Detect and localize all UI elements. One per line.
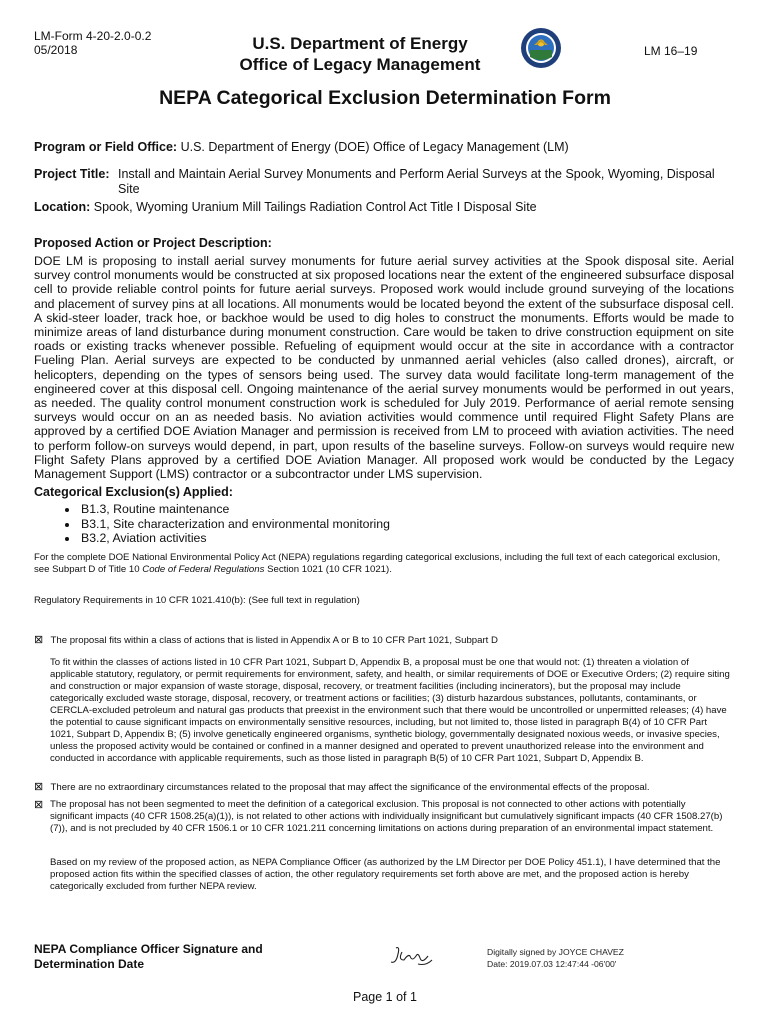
office-name: Office of Legacy Management [239, 55, 481, 74]
checked-box-icon: ⊠ [34, 781, 44, 793]
exclusion-item: • B1.3, Routine maintenance [79, 502, 390, 517]
checked-box-icon: ⊠ [34, 799, 44, 811]
check-1-detail: To fit within the classes of actions listed in 10 CFR Part 1021, Subpart D, Appendix B, a proposal must be one that would not: (1) threaten a violation of applicable statutory, regulatory, or permit requirements for environment, safety, and health, or similar requirements of DOE or Executive Orders; (2) require siting and construction or major expansion of waste storage, disposal, recovery, or treatment facilities (including incinerators), but the proposal may include categorically excluded waste storage, disposal, recovery, or treatment actions or facilities; (3) disturb hazardous substances, pollutants, contaminants, or CERCLA-excluded petroleum and natural gas products that preexist in the environment such that there would be uncontrolled or unpermitted releases; (4) have the potential to cause significant impacts on environmentally sensitive resources, including, but not limited to, those listed in paragraph B(4) of 10 CFR Part 1021, Subpart D, Appendix B; (5) involve genetically engineered organisms, synthetic biology, governmentally designated noxious weeds, or invasive species, unless the proposed activity would be contained or confined in a manner designed and operated to prevent unauthorized release into the environment and conducted in accordance with applicable requirements, such as those listed in paragraph B(5) of 10 CFR Part 1021, Subpart D, Appendix B. [50, 657, 730, 764]
check-text-1: The proposal fits within a class of actions that is listed in Appendix A or B to 10 CFR Part 1021, Subpart D [50, 635, 498, 646]
location-value: Spook, Wyoming Uranium Mill Tailings Radiation Control Act Title I Disposal Site [93, 200, 537, 214]
department-heading [210, 33, 510, 75]
doe-seal-logo [520, 27, 562, 69]
location-label: Location: [34, 200, 91, 214]
checked-box-icon: ⊠ [34, 634, 44, 646]
form-title: NEPA Categorical Exclusion Determination Form [159, 87, 611, 109]
check-row-3-box [34, 799, 50, 812]
cfr-note-italic: Code of Federal Regulations [142, 564, 265, 575]
determination-statement: Based on my review of the proposed action, as NEPA Compliance Officer (as authorized by the LM Director per DOE Policy 451.1), I have determined that the proposed action fits within the specified classes of action, the other regulatory requirements set forth above are met, and the proposed action is hereby categorically excluded from further NEPA review. [50, 857, 721, 892]
digital-signed-by: Digitally signed by JOYCE CHAVEZ [487, 947, 624, 957]
description-heading: Proposed Action or Project Description: [34, 236, 272, 250]
form-date: 05/2018 [34, 43, 78, 57]
exclusion-item: • B3.2, Aviation activities [79, 531, 390, 546]
check-row-2 [34, 781, 734, 794]
regulatory-requirements: Regulatory Requirements in 10 CFR 1021.410(b): (See full text in regulation) [34, 595, 360, 606]
form-id: LM-Form 4-20-2.0-0.2 [34, 29, 152, 43]
project-title-row [34, 167, 109, 182]
check-row-1 [34, 634, 498, 647]
project-title-line1: Install and Maintain Aerial Survey Monuments and Perform Aerial Surveys at the Spook, Wyoming, Disposal [118, 167, 715, 181]
description-text: DOE LM is proposing to install aerial survey monuments for future aerial survey activities at the Spook disposal site. Aerial survey control monuments would be constructed at six proposed locations near the extent of the engineered subsurface disposal cell to provide reliable control points for future aerial surveys. Proposed work would include ground surveying of the locations and placement of survey pins at all locations. All monuments would be located beyond the extent of the subsurface disposal cell. A skid-steer loader, track hoe, or backhoe would be used to dig holes to construct the monuments. Efforts would be made to minimize areas of land disturbance during monument construction. Care would be taken to drive construction equipment on site roads or existing tracks whenever possible. Refueling of equipment would occur at the site in accordance with a contractor Fueling Plan. Aerial surveys are expected to be conducted by unmanned aerial vehicles (also called drones), aircraft, or helicopters, depending on the types of sensors being used. The survey data would facilitate long-term management of the engineered cover at this disposal cell. Ongoing maintenance of the aerial survey monuments would be performed in out years, as needed. The quality control monument construction work is scheduled for July 2019. Performance of aerial remote sensing surveys would occur on an as needed basis. No aviation activities would commence until required Flight Safety Plans are approved by a certified DOE Aviation Manager and permission is received from LM to proceed with aviation activities. The need to perform follow-on surveys would depend, in part, upon results of the baseline surveys. Follow-on surveys would require new Flight Safety Plans approved by a certified DOE Aviation Manager. All proposed work would be conducted by the Legacy Management Support (LMS) contractor or a subcontractor under LMS supervision. [34, 254, 734, 482]
cfr-note [34, 552, 734, 576]
check-text-2: There are no extraordinary circumstances related to the proposal that may affect the significance of the environmental effects of the proposal. [50, 782, 650, 793]
project-title-value [118, 167, 738, 197]
form-id-block [34, 29, 151, 57]
cfr-note-section: Section 1021 (10 CFR 1021). [267, 564, 392, 575]
exclusions-list [34, 502, 390, 546]
program-office-label: Program or Field Office: [34, 140, 178, 154]
signature-label-line2: Determination Date [34, 957, 145, 971]
signature-label-line1: NEPA Compliance Officer Signature and [34, 942, 263, 956]
page-number: Page 1 of 1 [353, 990, 417, 1004]
department-name: U.S. Department of Energy [252, 34, 468, 53]
digital-signature-block [487, 947, 624, 970]
exclusions-heading: Categorical Exclusion(s) Applied: [34, 485, 233, 499]
digital-signed-date: Date: 2019.07.03 12:47:44 -06'00' [487, 958, 617, 969]
signature-label [34, 942, 263, 972]
location-row [34, 200, 537, 215]
lm-date: LM 16–19 [644, 44, 698, 58]
project-title-label: Project Title: [34, 167, 110, 181]
program-office-value: U.S. Department of Energy (DOE) Office of Legacy Management (LM) [180, 140, 569, 154]
program-office-row [34, 140, 569, 155]
cfr-note-text: For the complete DOE National Environmental Policy Act (NEPA) regulations regarding categorical exclusions, including the full text of each categorical exclusion, see Subpart D of Title 10 [34, 552, 721, 575]
project-title-line2: Site [118, 182, 140, 196]
exclusion-item: • B3.1, Site characterization and environmental monitoring [79, 517, 390, 532]
check-text-3: The proposal has not been segmented to meet the definition of a categorical exclusion. This proposal is not connected to other actions with potentially significant impacts (40 CFR 1508.25(a)(1)), is not related to other actions with individually insignificant but cumulatively significant impacts (40 CFR 1508.27(b)(7)), and is not precluded by 40 CFR 1506.1 or 10 CFR 1021.211 concerning limitations on actions during preparation of an environmental impact statement. [50, 799, 723, 834]
handwritten-signature [388, 944, 436, 972]
